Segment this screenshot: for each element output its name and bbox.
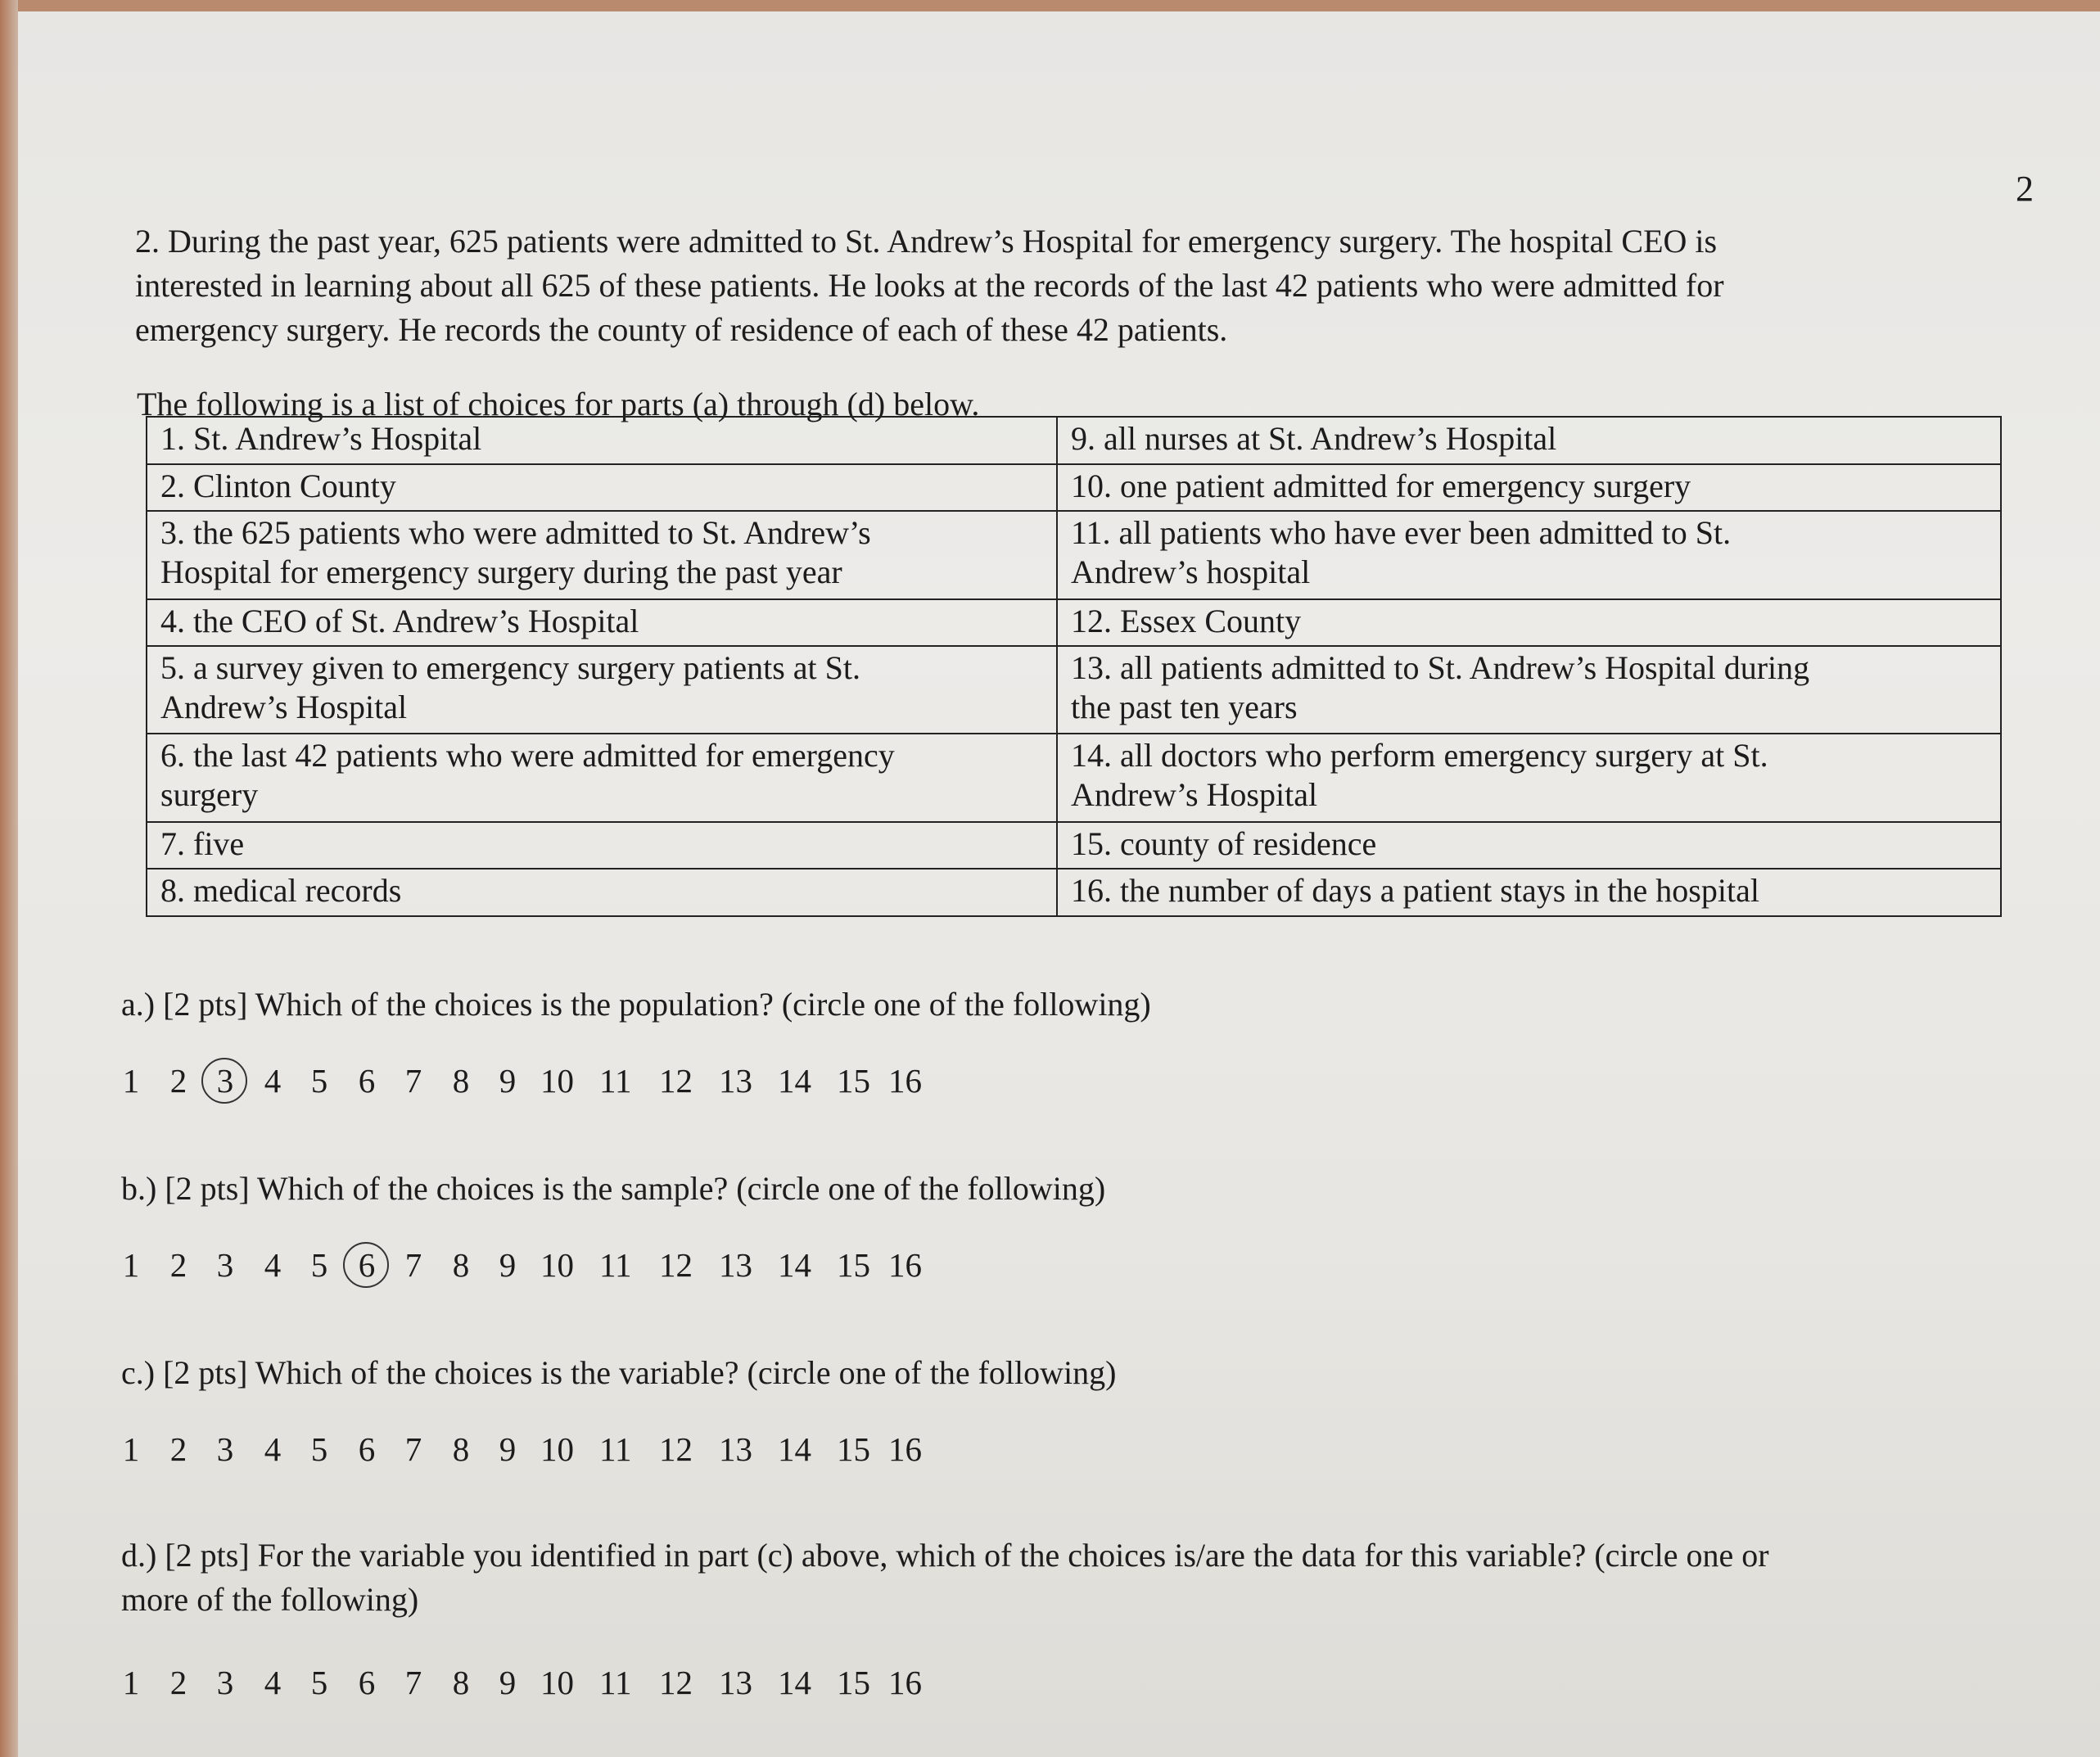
choice-text: Andrew’s Hospital [1071,776,1318,814]
answer-option-5[interactable]: 5 [310,1430,328,1468]
choice-cell [147,869,1057,916]
choice-cell [147,417,1057,464]
answer-option-10[interactable]: 10 [540,1664,574,1701]
answer-options-b [111,1240,1461,1290]
answer-option-3[interactable]: 3 [216,1062,234,1100]
choice-row [147,464,2001,512]
choice-text: Andrew’s Hospital [160,689,408,726]
answer-option-12[interactable]: 12 [659,1664,693,1701]
question-intro [135,219,2006,352]
answer-option-11[interactable]: 11 [599,1430,632,1468]
answer-option-8[interactable]: 8 [452,1062,470,1100]
answer-option-8[interactable]: 8 [452,1246,470,1284]
choice-text: 1. St. Andrew’s Hospital [160,420,482,457]
answer-option-7[interactable]: 7 [404,1246,422,1284]
choice-text: 12. Essex County [1071,602,1302,639]
answer-option-11[interactable]: 11 [599,1062,632,1100]
answer-option-10[interactable]: 10 [540,1430,574,1468]
choice-text: Andrew’s hospital [1071,553,1311,591]
answer-option-7[interactable]: 7 [404,1664,422,1701]
question-c [121,1351,2070,1395]
choice-cell [1057,869,2001,916]
choice-text: 10. one patient admitted for emergency surgery [1071,467,1691,504]
answer-option-13[interactable]: 13 [719,1430,752,1468]
answer-option-2[interactable]: 2 [169,1664,187,1701]
question-a [121,982,2070,1027]
answer-option-1[interactable]: 1 [122,1246,140,1284]
answer-option-2[interactable]: 2 [169,1246,187,1284]
choice-cell [147,734,1057,821]
answer-option-3[interactable]: 3 [216,1246,234,1284]
answer-option-11[interactable]: 11 [599,1664,632,1701]
answer-option-11[interactable]: 11 [599,1246,632,1284]
question-text: more of the following) [121,1581,419,1618]
intro-line: interested in learning about all 625 of these patients. He looks at the records of the last 42 patients who were admitted for [135,267,1724,304]
choice-cell [1057,599,2001,647]
answer-option-8[interactable]: 8 [452,1664,470,1701]
question-b [121,1167,2070,1211]
page-edge-left [0,0,18,1757]
choices-caption: The following is a list of choices for parts (a) through (d) below. [137,386,980,422]
answer-options-c [111,1425,1461,1474]
choice-row [147,822,2001,869]
answer-option-15[interactable]: 15 [837,1062,870,1100]
choice-text: 11. all patients who have ever been admitted to St. [1071,514,1732,552]
choice-row [147,511,2001,598]
choice-text: 4. the CEO of St. Andrew’s Hospital [160,602,639,639]
page-edge-top [0,0,2100,11]
choice-text: 2. Clinton County [160,467,396,504]
answer-option-9[interactable]: 9 [499,1062,517,1100]
answer-option-1[interactable]: 1 [122,1430,140,1468]
answer-option-16[interactable]: 16 [888,1664,922,1701]
answer-option-3[interactable]: 3 [216,1664,234,1701]
answer-option-12[interactable]: 12 [659,1246,693,1284]
choice-text: Hospital for emergency surgery during the past year [160,553,842,591]
answer-option-3[interactable]: 3 [216,1430,234,1468]
choice-text: 8. medical records [160,872,402,910]
answer-options-a [111,1056,1461,1105]
choice-text: 16. the number of days a patient stays in the hospital [1071,872,1759,910]
intro-line: 2. During the past year, 625 patients were admitted to St. Andrew’s Hospital for emergency surgery. The hospital CEO is [135,223,1718,260]
choice-row [147,734,2001,821]
choice-row [147,869,2001,916]
answer-option-16[interactable]: 16 [888,1062,922,1100]
answer-option-4[interactable]: 4 [264,1062,282,1100]
answer-option-13[interactable]: 13 [719,1246,752,1284]
choice-text: 3. the 625 patients who were admitted to St. Andrew’s [160,514,871,552]
answer-option-12[interactable]: 12 [659,1062,693,1100]
answer-option-4[interactable]: 4 [264,1664,282,1701]
answer-option-8[interactable]: 8 [452,1430,470,1468]
answer-option-1[interactable]: 1 [122,1062,140,1100]
answer-option-13[interactable]: 13 [719,1664,752,1701]
answer-option-15[interactable]: 15 [837,1246,870,1284]
answer-option-4[interactable]: 4 [264,1430,282,1468]
page-number: 2 [2016,169,2034,209]
answer-option-2[interactable]: 2 [169,1430,187,1468]
answer-option-14[interactable]: 14 [778,1246,811,1284]
answer-option-5[interactable]: 5 [310,1062,328,1100]
choice-text: 15. county of residence [1071,824,1377,862]
question-text: a.) [2 pts] Which of the choices is the population? (circle one of the following) [121,986,1151,1023]
question-text: d.) [2 pts] For the variable you identified in part (c) above, which of the choices is/are the data for this variable? (circle one or [121,1537,1769,1574]
choice-text: the past ten years [1071,689,1298,726]
answer-option-1[interactable]: 1 [122,1664,140,1701]
choice-row [147,417,2001,464]
choice-cell [1057,646,2001,734]
answer-option-14[interactable]: 14 [778,1062,811,1100]
answer-option-6[interactable]: 6 [358,1430,376,1468]
question-d [121,1533,2070,1622]
answer-option-6[interactable]: 6 [358,1062,376,1100]
answer-option-15[interactable]: 15 [837,1664,870,1701]
choice-cell [147,511,1057,598]
choice-row [147,646,2001,734]
answer-option-7[interactable]: 7 [404,1430,422,1468]
answer-option-10[interactable]: 10 [540,1062,574,1100]
choice-text: 7. five [160,824,245,862]
choice-cell [1057,511,2001,598]
choice-cell [147,822,1057,869]
answer-option-14[interactable]: 14 [778,1430,811,1468]
answer-option-6[interactable]: 6 [358,1664,376,1701]
choice-text: 13. all patients admitted to St. Andrew’s Hospital during [1071,649,1810,687]
choice-text: surgery [160,776,259,814]
question-text: b.) [2 pts] Which of the choices is the sample? (circle one of the following) [121,1170,1106,1207]
choice-cell [1057,822,2001,869]
choice-cell [1057,734,2001,821]
answer-option-14[interactable]: 14 [778,1664,811,1701]
intro-line: emergency surgery. He records the county of residence of each of these 42 patients. [135,311,1228,348]
choice-cell [1057,464,2001,512]
answer-option-6[interactable]: 6 [358,1246,376,1284]
choice-cell [1057,417,2001,464]
choices-table [146,416,2002,917]
choice-text: 9. all nurses at St. Andrew’s Hospital [1071,420,1557,457]
choice-cell [147,599,1057,647]
answer-option-9[interactable]: 9 [499,1430,517,1468]
choice-text: 6. the last 42 patients who were admitted for emergency [160,737,895,775]
answer-option-9[interactable]: 9 [499,1664,517,1701]
answer-option-10[interactable]: 10 [540,1246,574,1284]
question-text: c.) [2 pts] Which of the choices is the variable? (circle one of the following) [121,1354,1117,1391]
answer-options-d [111,1658,1461,1707]
answer-option-13[interactable]: 13 [719,1062,752,1100]
answer-option-2[interactable]: 2 [169,1062,187,1100]
answer-option-9[interactable]: 9 [499,1246,517,1284]
answer-option-5[interactable]: 5 [310,1664,328,1701]
choice-text: 5. a survey given to emergency surgery patients at St. [160,649,860,687]
answer-option-15[interactable]: 15 [837,1430,870,1468]
answer-option-16[interactable]: 16 [888,1246,922,1284]
answer-option-12[interactable]: 12 [659,1430,693,1468]
answer-option-16[interactable]: 16 [888,1430,922,1468]
choice-cell [147,646,1057,734]
answer-option-4[interactable]: 4 [264,1246,282,1284]
choice-cell [147,464,1057,512]
choice-row [147,599,2001,647]
choice-text: 14. all doctors who perform emergency surgery at St. [1071,737,1768,775]
answer-option-5[interactable]: 5 [310,1246,328,1284]
answer-option-7[interactable]: 7 [404,1062,422,1100]
